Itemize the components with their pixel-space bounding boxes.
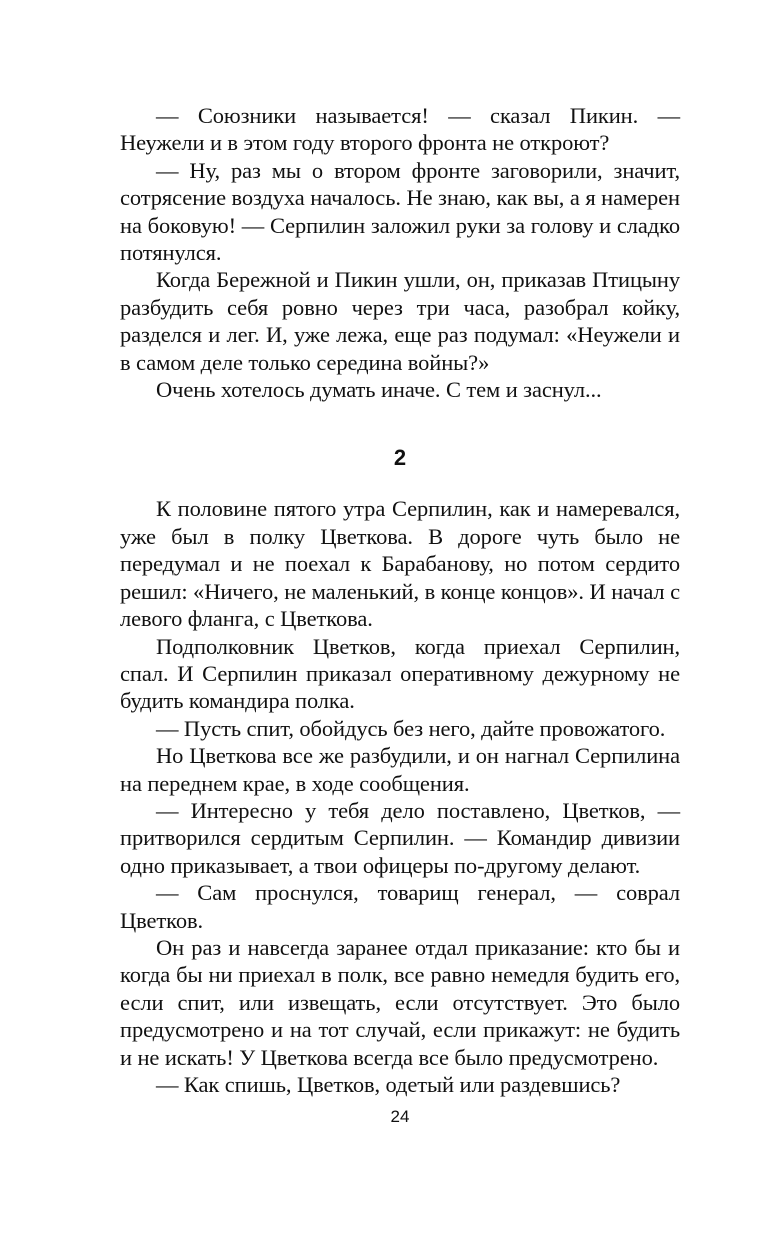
paragraph: Очень хотелось думать иначе. С тем и заснул... bbox=[156, 377, 602, 403]
book-page bbox=[120, 102, 680, 1128]
paragraph: — Как спишь, Цветков, одетый или раздевшись? bbox=[156, 1072, 621, 1097]
page-number: 24 bbox=[390, 1107, 410, 1127]
paragraph: Он раз и навсегда заранее отдал приказание: кто бы и когда бы ни приехал в полк, все равно немедля будить его, если спит, или извещать, если отсутствует. Это было предусмотрено и на тот случай, если прикажут: не будить и не искать! У Цветкова всегда все было предусмотрено. bbox=[120, 934, 680, 1070]
paragraph: — Ну, раз мы о втором фронте заговорили, значит, сотрясение воздуха началось. Не знаю, как вы, а я намерен на боковую! — Серпилин заложил руки за голову и сладко потянулся. bbox=[120, 157, 680, 266]
paragraph: Но Цветкова все же разбудили, и он нагнал Серпилина на переднем крае, в ходе сообщения. bbox=[120, 743, 680, 796]
paragraph: — Союзники называется! — сказал Пикин. — Неужели и в этом году второго фронта не откроют? bbox=[120, 103, 680, 156]
paragraph: Когда Бережной и Пикин ушли, он, приказав Птицыну разбудить себя ровно через три часа, разобрал койку, разделся и лег. И, уже лежа, еще раз подумал: «Неужели и в самом деле только середина войны?» bbox=[120, 267, 680, 375]
paragraph: — Интересно у тебя дело поставлено, Цветков, — притворился сердитым Серпилин. — Командир дивизии одно приказывает, а твои офицеры по-другому делают. bbox=[120, 797, 680, 878]
paragraph: К половине пятого утра Серпилин, как и намеревался, уже был в полку Цветкова. В дороге чуть было не передумал и не поехал к Барабанову, но потом сердито решил: «Ничего, не маленький, в конце концов». И начал с левого фланга, с Цветкова. bbox=[120, 496, 680, 632]
paragraph: Подполковник Цветков, когда приехал Серпилин, спал. И Серпилин приказал оперативному дежурному не будить командира полка. bbox=[120, 633, 680, 714]
chapter-number: 2 bbox=[393, 445, 407, 471]
paragraph: — Пусть спит, обойдусь без него, дайте провожатого. bbox=[156, 715, 666, 741]
paragraph: — Сам проснулся, товарищ генерал, — соврал Цветков. bbox=[120, 880, 680, 933]
